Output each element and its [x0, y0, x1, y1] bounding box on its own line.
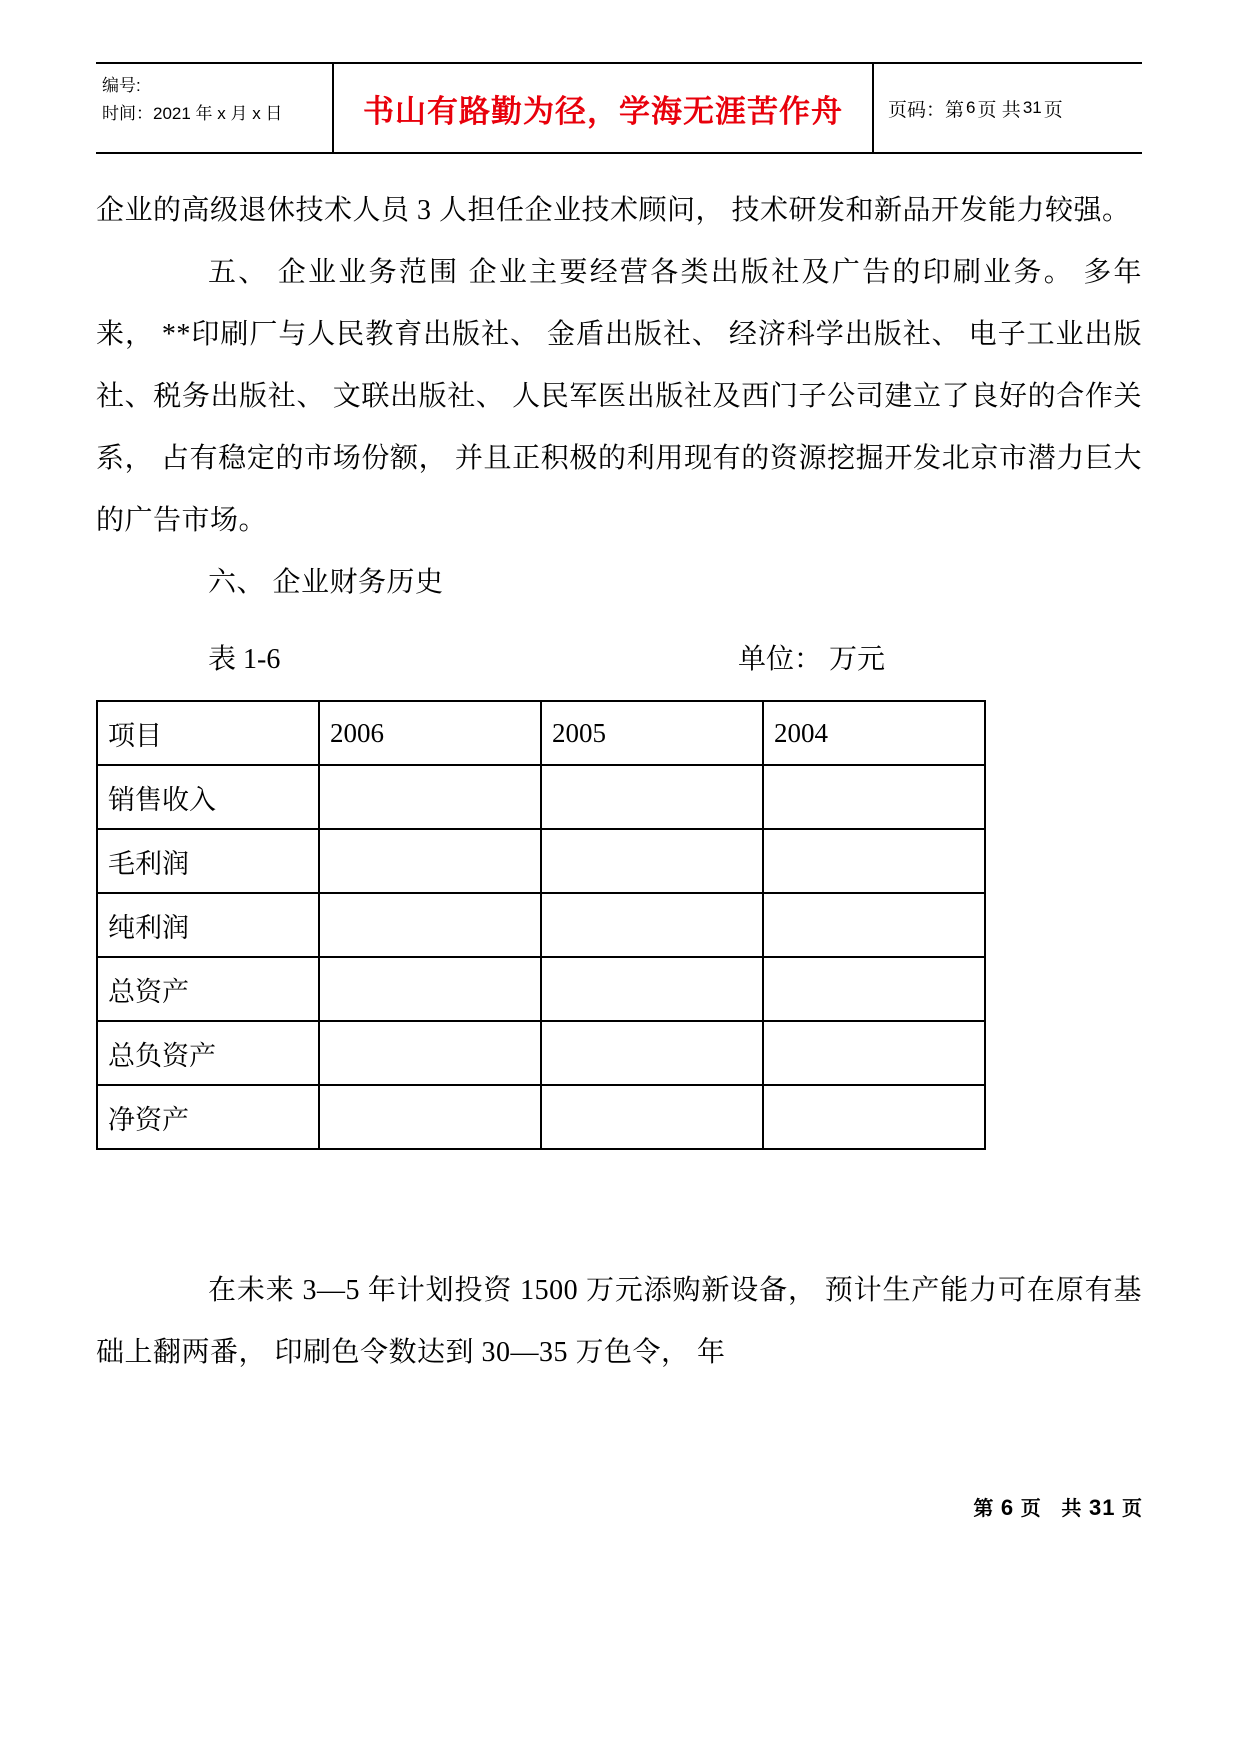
header-page-total-unit: 页 [1043, 99, 1063, 121]
table-unit-label: 单位： 万元 [738, 644, 886, 675]
table-cell [319, 829, 541, 893]
table-cell [541, 765, 763, 829]
header-page-total: 31 [1022, 98, 1042, 117]
footer-page-unit: 页 [1020, 1498, 1042, 1520]
table-cell [541, 829, 763, 893]
header-banner-text: 书山有路勤为径，学海无涯苦作舟 [334, 64, 874, 152]
table-row-label: 纯利润 [97, 893, 319, 957]
table-row [97, 765, 985, 829]
table-row [97, 1085, 985, 1149]
table-header-row [97, 701, 985, 765]
table-cell [541, 1085, 763, 1149]
header-page-prefix: 第 [945, 99, 965, 121]
page-footer [0, 1492, 1241, 1521]
table-row-label: 净资产 [97, 1085, 319, 1149]
table-cell [763, 893, 985, 957]
header-number-label: 编号: [102, 76, 141, 95]
table-row [97, 829, 985, 893]
paragraph-continuation: 企业的高级退休技术人员 3 人担任企业技术顾问， 技术研发和新品开发能力较强。 [96, 195, 1131, 226]
table-number-label: 表 1-6 [208, 644, 281, 675]
table-cell [319, 957, 541, 1021]
footer-page-current: 6 [1000, 1495, 1015, 1520]
table-cell [319, 765, 541, 829]
financial-history-table [96, 700, 986, 1150]
table-cell [763, 829, 985, 893]
header-time-label: 时间：2021 年 x 月 x 日 [102, 104, 283, 124]
table-row [97, 893, 985, 957]
table-row-label: 毛利润 [97, 829, 319, 893]
table-header-cell-2005: 2005 [541, 701, 763, 765]
footer-page-total-prefix: 共 [1061, 1498, 1083, 1520]
table-cell [541, 1021, 763, 1085]
table-row-label: 销售收入 [97, 765, 319, 829]
table-cell [763, 1021, 985, 1085]
header-pagination [874, 64, 1142, 152]
table-row [97, 1021, 985, 1085]
table-cell [763, 957, 985, 1021]
table-header-cell-2006: 2006 [319, 701, 541, 765]
paragraph-investment-plan: 在未来 3—5 年计划投资 1500 万元添购新设备， 预计生产能力可在原有基础上翻两番， 印刷色令数达到 30—35 万色令， 年 [96, 1275, 1142, 1368]
bottom-text-block [96, 1260, 1142, 1384]
table-cell [541, 893, 763, 957]
table-row-label: 总负资产 [97, 1021, 319, 1085]
table-cell [763, 1085, 985, 1149]
document-content [96, 180, 1142, 1384]
table-header-cell-item: 项目 [97, 701, 319, 765]
table-caption-row [96, 634, 1142, 686]
table-row [97, 957, 985, 1021]
table-header-cell-2004: 2004 [763, 701, 985, 765]
table-cell [319, 1021, 541, 1085]
header-page-current: 6 [966, 98, 976, 117]
paragraph-financial-history-heading: 六、 企业财务历史 [208, 567, 444, 598]
header-meta-block [96, 64, 334, 152]
table-cell [319, 1085, 541, 1149]
page-header [96, 62, 1142, 154]
footer-page-total: 31 [1088, 1495, 1116, 1520]
table-cell [763, 765, 985, 829]
table-row-label: 总资产 [97, 957, 319, 1021]
header-page-total-prefix: 共 [1001, 99, 1021, 121]
header-page-unit: 页 [977, 99, 997, 121]
footer-page-total-unit: 页 [1122, 1498, 1143, 1520]
table-cell [541, 957, 763, 1021]
header-page-label: 页码： [888, 99, 946, 121]
paragraph-business-scope: 五、 企业业务范围 企业主要经营各类出版社及广告的印刷业务。 多年来， **印刷厂与人民教育出版社、 金盾出版社、 经济科学出版社、 电子工业出版社、税务出版社、 文联出版社、 人民军医出版社及西门子公司建立了良好的合作关系， 占有稳定的市场份额， 并且正积极的利用现有的资源挖掘开发北京市潜力巨大的广告市场。 [96, 257, 1142, 536]
footer-page-prefix: 第 [973, 1498, 995, 1520]
table-cell [319, 893, 541, 957]
